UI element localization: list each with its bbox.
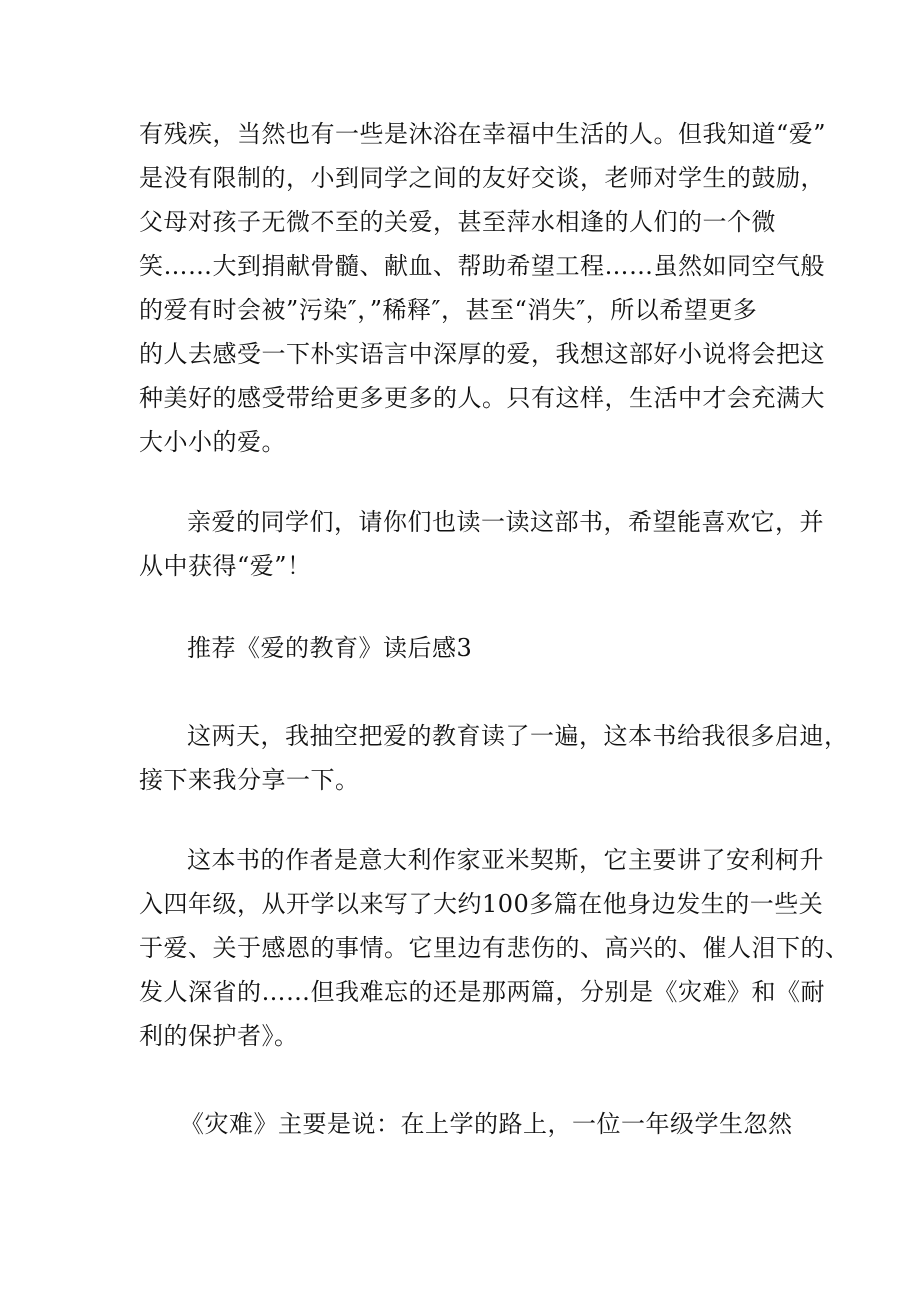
text-line: 入四年级，从开学以来写了大约100多篇在他身边发生的一些关 [139,890,824,918]
text-line: 种美好的感受带给更多更多的人。只有这样，生活中才会充满大 [139,384,825,412]
text-line: 笑……大到捐献骨髓、献血、帮助希望工程……虽然如同空气般 [139,252,825,280]
text-line: 《灾难》主要是说：在上学的路上，一位一年级学生忽然 [180,1110,793,1138]
text-line: 的爱有时会被”污染″，”稀释″，甚至“消失″，所以希望更多 [139,296,758,324]
text-line: 这本书的作者是意大利作家亚米契斯，它主要讲了安利柯升 [187,846,824,874]
text-line: 有残疾，当然也有一些是沐浴在幸福中生活的人。但我知道“爱” [139,120,827,148]
text-line: 是没有限制的，小到同学之间的友好交谈，老师对学生的鼓励， [139,164,825,192]
text-line: 于爱、关于感恩的事情。它里边有悲伤的、高兴的、催人泪下的、 [139,934,850,962]
text-line: 亲爱的同学们，请你们也读一读这部书，希望能喜欢它，并 [187,508,824,536]
text-line: 这两天，我抽空把爱的教育读了一遍，这本书给我很多启迪， [187,722,849,750]
text-line: 利的保护者》。 [139,1022,299,1050]
section-heading: 推荐《爱的教育》读后感3 [187,634,473,662]
text-line: 的人去感受一下朴实语言中深厚的爱，我想这部好小说将会把这 [139,340,825,368]
text-line: 从中获得“爱”！ [139,552,312,580]
text-line: 大小小的爱。 [139,428,286,456]
text-line: 父母对孩子无微不至的关爱，甚至萍水相逢的人们的一个微 [139,208,776,236]
text-line: 发人深省的……但我难忘的还是那两篇，分别是《灾难》和《耐 [139,978,825,1006]
text-line: 接下来我分享一下。 [139,766,360,794]
